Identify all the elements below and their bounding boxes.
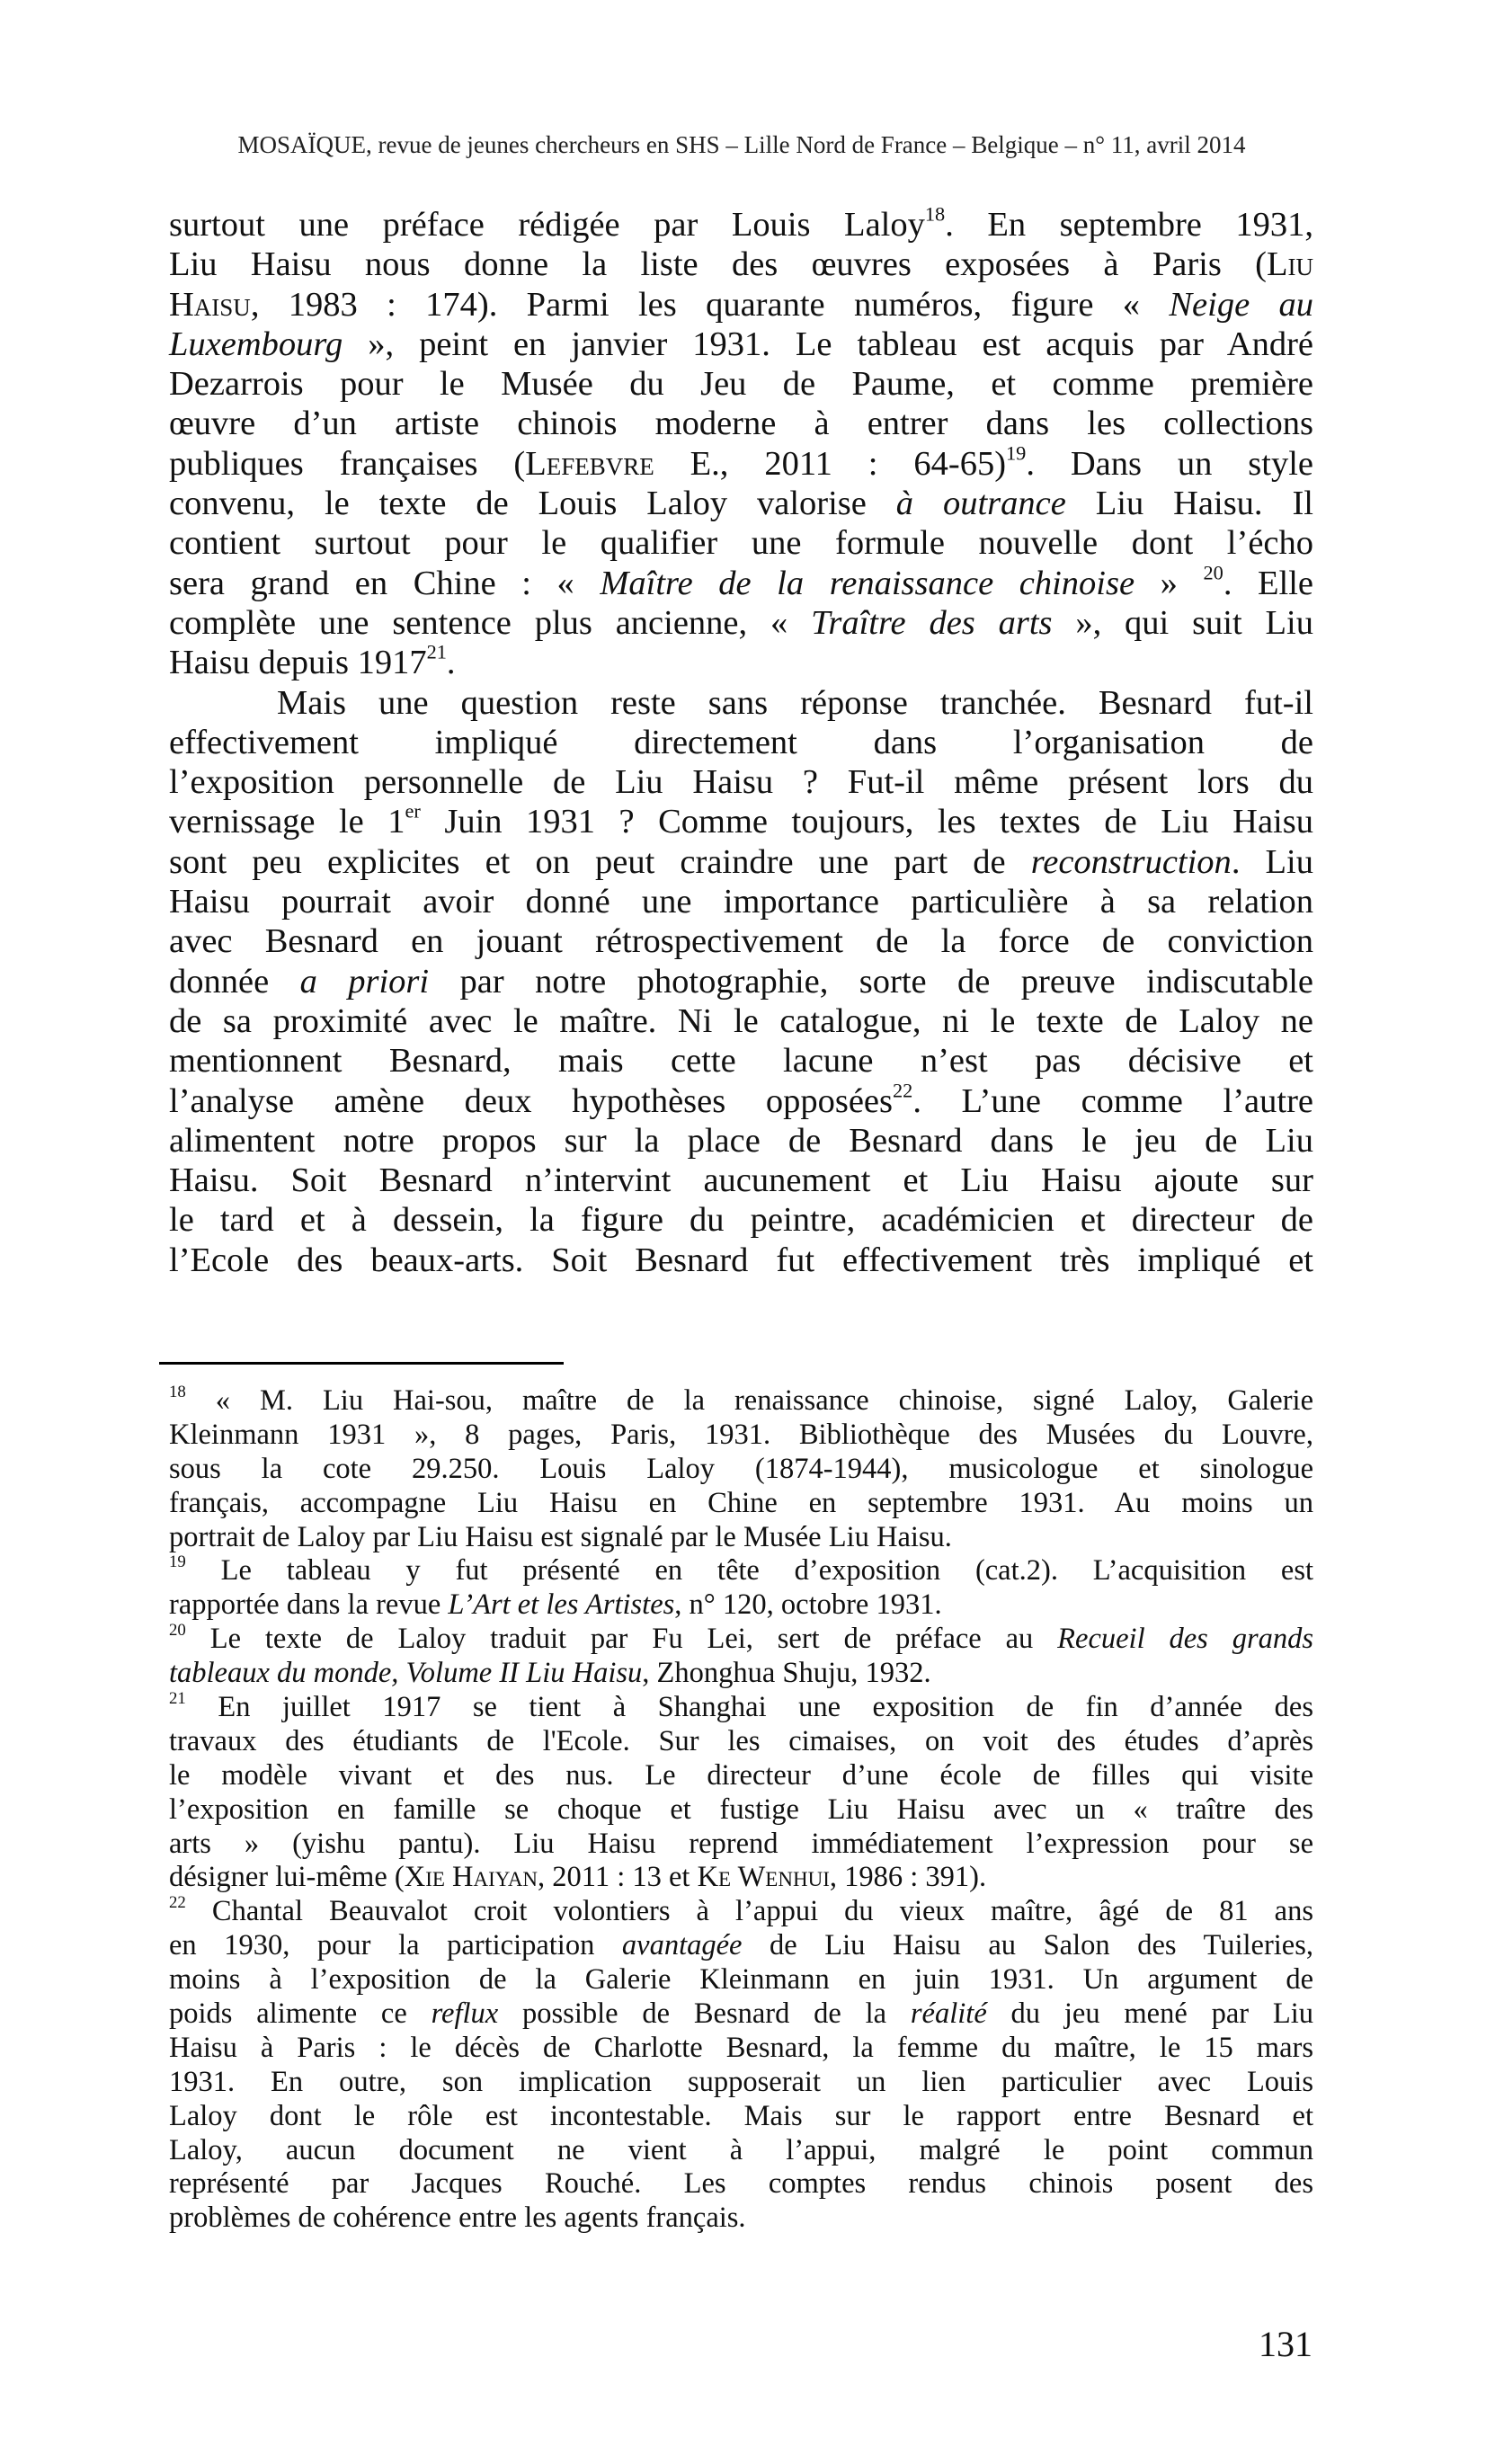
text-run: portrait de Laloy par Liu Haisu est signalé par le Musée Liu Haisu. <box>169 1520 952 1553</box>
body-line <box>169 364 1313 404</box>
text-run: vernissage le 1 <box>169 803 405 841</box>
footnote-line <box>169 1725 1313 1759</box>
text-run: de Liu Haisu au Salon des Tuileries, <box>742 1929 1313 1962</box>
body-line <box>169 799 1313 841</box>
text-run: convenu, le texte de Louis Laloy valorise <box>169 485 896 523</box>
footnote-ref: 22 <box>892 1078 913 1101</box>
text-run: . <box>446 644 456 682</box>
footnote-line <box>169 1997 1313 2032</box>
text-run: « M. Liu Hai-sou, maître de la renaissance chinoise, signé Laloy, Galerie <box>185 1384 1313 1417</box>
body-line <box>169 245 1313 284</box>
text-run: Laloy dont le rôle est incontestable. Mais sur le rapport entre Besnard et <box>169 2099 1313 2132</box>
footnote-line <box>169 2134 1313 2168</box>
text-run: surtout une préface rédigée par Louis Laloy <box>169 206 925 244</box>
text-run: alimentent notre propos sur la place de Besnard dans le jeu de Liu <box>169 1121 1313 1160</box>
footnote-ref: 21 <box>169 1688 186 1708</box>
text-run: Liu Haisu. Il <box>1065 485 1313 523</box>
text-run: effectivement impliqué directement dans l’organisation de <box>169 723 1313 761</box>
footnote-line <box>169 2100 1313 2134</box>
footnote-line <box>169 1588 1313 1623</box>
body-line <box>169 1200 1313 1240</box>
text-run: sous la cote 29.250. Louis Laloy (1874-1944), musicologue et sinologue <box>169 1452 1313 1485</box>
text-run: sont peu explicites et on peut craindre une part de <box>169 842 1031 881</box>
footnote-line <box>169 1793 1313 1828</box>
footnote-ref: 18 <box>924 202 946 226</box>
footnote-ref: 19 <box>1006 441 1027 465</box>
text-run: . L’une comme l’autre <box>912 1081 1313 1120</box>
footnote-ref: 20 <box>169 1621 186 1641</box>
italic-text: Traître des arts <box>811 603 1053 642</box>
body-line <box>169 1241 1313 1280</box>
text-run: », peint en janvier 1931. Le tableau est acquis par André <box>343 325 1313 363</box>
text-run: en 1930, pour la participation <box>169 1929 622 1962</box>
footnote-line <box>169 2066 1313 2100</box>
text-run: Haisu depuis 1917 <box>169 644 427 682</box>
text-run: du jeu mené par Liu <box>986 1997 1314 2031</box>
author-name: Lefebvre <box>525 444 654 483</box>
footnote-ref: 18 <box>169 1382 186 1401</box>
text-run: rapportée dans la revue <box>169 1588 449 1622</box>
body-line <box>169 1121 1313 1161</box>
text-run: travaux des étudiants de l'Ecole. Sur les cimaises, on voit des études d’après <box>169 1724 1313 1757</box>
body-line <box>169 603 1313 643</box>
text-run: le modèle vivant et des nus. Le directeur d’une école de filles qui visite <box>169 1758 1313 1792</box>
text-run: », qui suit Liu <box>1052 603 1313 642</box>
footnote-ref: er <box>405 799 421 823</box>
footnote-ref: 19 <box>169 1552 186 1572</box>
text-run: , n° 120, octobre 1931. <box>674 1588 942 1622</box>
text-run: mentionnent Besnard, mais cette lacune n’est pas décisive et <box>169 1042 1313 1081</box>
body-line <box>169 683 1313 723</box>
text-run: Kleinmann 1931 », 8 pages, Paris, 1931. Bibliothèque des Musées du Louvre, <box>169 1418 1313 1451</box>
text-run: Chantal Beauvalot croit volontiers à l’appui du vieux maître, âgé de 81 ans <box>185 1895 1313 1928</box>
text-run: Laloy, aucun document ne vient à l’appui, malgré le point commun <box>169 2133 1313 2166</box>
text-run: . Liu <box>1231 842 1313 881</box>
text-run: œuvre d’un artiste chinois moderne à entrer dans les collections <box>169 405 1313 443</box>
footnote-line <box>169 2167 1313 2202</box>
body-line <box>169 404 1313 443</box>
body-text <box>169 202 1314 1280</box>
author-name: Haisu <box>169 285 251 324</box>
text-run: Haisu pourrait avoir donné une importance particulière à sa relation <box>169 883 1313 921</box>
body-line <box>169 1161 1313 1200</box>
body-line <box>169 1078 1313 1121</box>
footnote-line <box>169 1384 1313 1419</box>
text-run: sera grand en Chine : « <box>169 564 601 602</box>
footnote-line <box>169 1828 1313 1862</box>
text-run: Liu Haisu nous donne la liste des œuvres exposées à Paris ( <box>169 245 1267 284</box>
text-run: , Zhonghua Shuju, 1932. <box>642 1657 931 1690</box>
text-run: E., 2011 : 64-65) <box>654 444 1007 483</box>
text-run: donnée <box>169 962 300 1001</box>
text-run: . Dans un style <box>1026 444 1313 483</box>
text-run: contient surtout pour le qualifier une formule nouvelle dont l’écho <box>169 524 1313 563</box>
footnote-line <box>169 1963 1313 1997</box>
footnote-line <box>169 1554 1313 1588</box>
body-line <box>169 640 1313 682</box>
body-line <box>169 325 1313 364</box>
text-run: représenté par Jacques Rouché. Les comptes rendus chinois posent des <box>169 2167 1313 2201</box>
footnote-separator <box>159 1362 564 1365</box>
footnote-ref: 21 <box>426 640 447 663</box>
italic-text: reflux <box>431 1997 499 2031</box>
text-run: Juin 1931 ? Comme toujours, les textes de Liu Haisu <box>420 803 1313 841</box>
body-line <box>169 484 1313 523</box>
body-line <box>169 962 1313 1001</box>
author-name: Ke Wenhui <box>697 1861 830 1894</box>
text-run: Dezarrois pour le Musée du Jeu de Paume, et comme première <box>169 365 1313 404</box>
footnote-line <box>169 1688 1313 1725</box>
running-header: MOSAÏQUE, revue de jeunes chercheurs en SHS – Lille Nord de France – Belgique – n° 11, avril 2014 <box>237 131 1246 158</box>
italic-text: Neige au <box>1169 285 1313 324</box>
text-run: , 1986 : 391). <box>829 1861 987 1894</box>
italic-text: à outrance <box>895 485 1066 523</box>
text-run: poids alimente ce <box>169 1997 432 2031</box>
text-run: problèmes de cohérence entre les agents français. <box>169 2202 746 2235</box>
text-run: Le tableau y fut présenté en tête d’exposition (cat.2). L’acquisition est <box>185 1554 1313 1588</box>
text-run: l’Ecole des beaux-arts. Soit Besnard fut effectivement très impliqué et <box>169 1241 1313 1279</box>
italic-text: avantagée <box>621 1929 743 1962</box>
body-line <box>169 560 1314 603</box>
text-run: Le texte de Laloy traduit par Fu Lei, sert de préface au <box>185 1623 1058 1656</box>
text-run: moins à l’exposition de la Galerie Kleinmann en juin 1931. Un argument de <box>169 1963 1313 1997</box>
italic-text: tableaux du monde, Volume II Liu Haisu <box>169 1657 643 1690</box>
footnote-line <box>169 1929 1313 1963</box>
text-run: l’exposition personnelle de Liu Haisu ? Fut-il même présent lors du <box>169 763 1313 802</box>
text-run: avec Besnard en jouant rétrospectivement de la force de conviction <box>169 922 1313 961</box>
text-run: » <box>1135 564 1204 602</box>
body-line <box>169 921 1313 961</box>
italic-text: réalité <box>910 1997 987 2031</box>
text-run: Mais une question reste sans réponse tranchée. Besnard fut-il <box>277 683 1313 722</box>
body-line <box>169 882 1313 921</box>
body-line <box>169 762 1313 802</box>
text-run: désigner lui-même ( <box>169 1861 405 1894</box>
text-run: , 2011 : 13 et <box>538 1861 698 1894</box>
text-run: . En septembre 1931, <box>945 206 1314 244</box>
footnote-line <box>169 1895 1313 1929</box>
body-line <box>169 441 1313 484</box>
text-run: . Elle <box>1223 564 1314 602</box>
footnote-line <box>169 1657 1313 1691</box>
footnote-line <box>169 1623 1313 1657</box>
text-run: possible de Besnard de la <box>498 1997 911 2031</box>
page-number: 131 <box>1259 2324 1312 2364</box>
italic-text: a priori <box>299 962 430 1001</box>
footnote-ref: 20 <box>1203 560 1224 583</box>
text-run: de sa proximité avec le maître. Ni le catalogue, ni le texte de Laloy ne <box>169 1001 1313 1040</box>
footnote-line <box>169 2032 1313 2066</box>
footnote-ref: 22 <box>169 1893 186 1913</box>
text-run: l’exposition en famille se choque et fustige Liu Haisu avec un « traître des <box>169 1792 1313 1826</box>
footnote-line <box>169 1861 1313 1895</box>
body-line <box>169 523 1313 563</box>
text-run: français, accompagne Liu Haisu en Chine en septembre 1931. Au moins un <box>169 1486 1313 1519</box>
text-run: par notre photographie, sorte de preuve indiscutable <box>429 962 1313 1001</box>
italic-text: reconstruction <box>1030 842 1232 881</box>
text-run: le tard et à dessein, la figure du peintre, académicien et directeur de <box>169 1201 1313 1240</box>
body-line <box>169 1001 1313 1041</box>
footnote-line <box>169 1487 1313 1521</box>
italic-text: Maître de la renaissance chinoise <box>600 564 1135 602</box>
author-name: Liu <box>1266 245 1313 284</box>
text-run: 1931. En outre, son implication supposerait un lien particulier avec Louis <box>169 2065 1313 2098</box>
footnote-line <box>169 2202 1313 2236</box>
footnotes <box>169 1384 1313 2236</box>
footnote-line <box>169 1759 1313 1793</box>
text-run: publiques françaises ( <box>169 444 526 483</box>
text-run: l’analyse amène deux hypothèses opposées <box>169 1081 893 1120</box>
text-run: , 1983 : 174). Parmi les quarante numéros, figure « <box>250 285 1170 324</box>
text-run: Haisu. Soit Besnard n’intervint aucunement et Liu Haisu ajoute sur <box>169 1161 1313 1200</box>
text-run: En juillet 1917 se tient à Shanghai une exposition de fin d’année des <box>185 1691 1313 1724</box>
body-line <box>169 842 1313 882</box>
body-line <box>169 723 1313 762</box>
body-line <box>169 285 1313 325</box>
footnote-line <box>169 1453 1313 1487</box>
body-line <box>169 202 1314 245</box>
footnote-line <box>169 1419 1313 1453</box>
text-run: Haisu à Paris : le décès de Charlotte Besnard, la femme du maître, le 15 mars <box>169 2031 1313 2064</box>
italic-text: L’Art et les Artistes <box>448 1588 675 1622</box>
author-name: Xie Haiyan <box>404 1861 538 1894</box>
footnote-line <box>169 1521 1313 1555</box>
text-run: complète une sentence plus ancienne, « <box>169 603 812 642</box>
italic-text: Recueil des grands <box>1057 1623 1313 1656</box>
body-line <box>169 1041 1313 1081</box>
italic-text: Luxembourg <box>169 325 343 363</box>
text-run: arts » (yishu pantu). Liu Haisu reprend immédiatement l’expression pour se <box>169 1827 1313 1860</box>
